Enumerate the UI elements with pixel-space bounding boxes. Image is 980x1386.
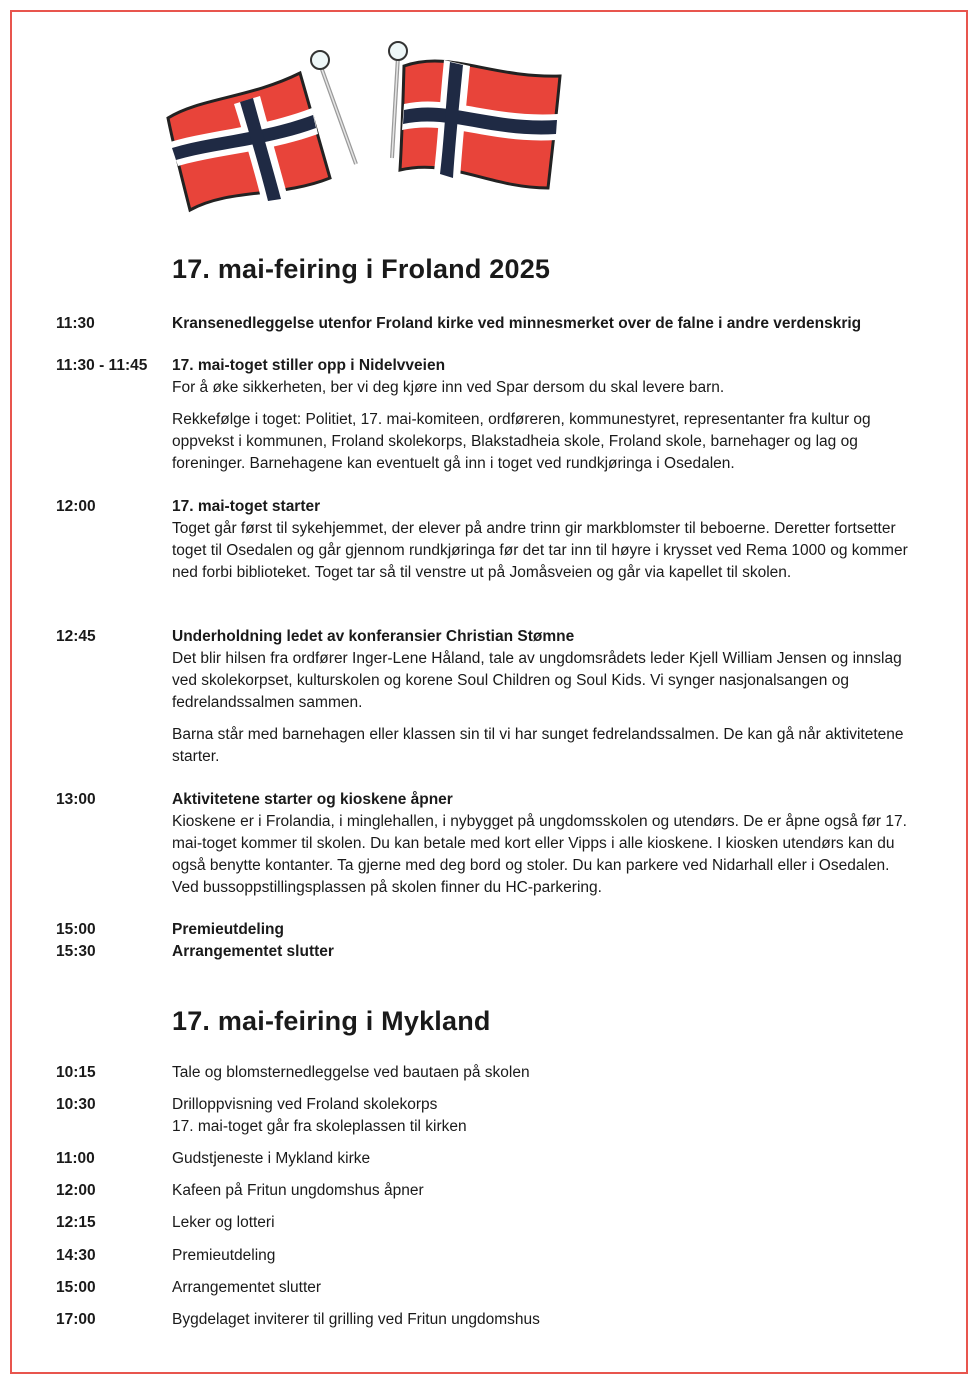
event-time: 12:00	[56, 498, 96, 515]
event-description: Barna står med barnehagen eller klassen sin til vi har sunget fedrelandssalmen. De kan gå når aktivitetene starter.	[172, 726, 904, 765]
event-title: Aktivitetene starter og kioskene åpner	[172, 791, 453, 808]
event-title: Kransenedleggelse utenfor Froland kirke ved minnesmerket over de falne i andre verdenskrig	[172, 315, 862, 332]
event-text: Kafeen på Fritun ungdomshus åpner	[172, 1182, 424, 1199]
event-text: Tale og blomsternedleggelse ved bautaen på skolen	[172, 1064, 530, 1081]
event-text: Gudstjeneste i Mykland kirke	[172, 1150, 371, 1167]
event-time: 12:00	[56, 1182, 96, 1199]
event-description: Kioskene er i Frolandia, i minglehallen, i nybygget på ungdomsskolen og utendørs. De er åpne også før 17. mai-toget kommer til skolen. Du kan betale med kort eller Vipps i alle kioskene. I kiosken utendørs kan du også benytte kontanter. Ta gjerne med deg bord og stoler. Du kan parkere ved Nidarhall eller i Osedalen. Ved bussoppstillingsplassen på skolen finner du HC-parkering.	[172, 813, 907, 896]
event-title: 17. mai-toget stiller opp i Nidelvveien	[172, 357, 446, 374]
event-time: 13:00	[56, 791, 96, 808]
event-text: Premieutdeling	[172, 1247, 276, 1264]
event-time: 11:30 - 11:45	[56, 357, 148, 374]
event-text: Arrangementet slutter	[172, 1279, 322, 1296]
event-description: Toget går først til sykehjemmet, der elever på andre trinn gir markblomster til beboerne. Deretter fortsetter toget til Osedalen og går gjennom rundkjøringa før det tar inn til høyre i krysset ved Rema 1000 og kommer ned forbi biblioteket. Toget tar så til venstre ut på Jomåsveien og går via kapellet til skolen.	[172, 520, 908, 581]
page-title: 17. mai-feiring i Froland 2025	[172, 254, 551, 284]
event-time: 11:30	[56, 315, 95, 332]
event-title: Premieutdeling	[172, 921, 284, 938]
event-time: 15:00	[56, 1279, 96, 1296]
event-title: Underholdning ledet av konferansier Christian Stømne	[172, 628, 575, 645]
event-description: Rekkefølge i toget: Politiet, 17. mai-komiteen, ordføreren, kommunestyret, representanter fra kultur og oppvekst i kommunen, Froland skolekorps, Blakstadheia skole, Froland skole, barnehager og lag og foreninger. Barnehagene kan eventuelt gå inn i toget ved rundkjøringa i Osedalen.	[172, 411, 871, 472]
event-time: 11:00	[56, 1150, 95, 1167]
event-title: 17. mai-toget starter	[172, 498, 321, 515]
event-description: Det blir hilsen fra ordfører Inger-Lene Håland, tale av ungdomsrådets leder Kjell William Jensen og innslag ved skolekorpset, kulturskolen og korene Soul Children og Soul Kids. Vi synger nasjonalsangen og fedrelandssalmen sammen.	[172, 650, 902, 711]
event-time: 14:30	[56, 1247, 96, 1264]
event-time: 15:00	[56, 921, 96, 938]
event-text: 17. mai-toget går fra skoleplassen til kirken	[172, 1118, 467, 1135]
event-time: 12:45	[56, 628, 96, 645]
event-text: Leker og lotteri	[172, 1214, 275, 1231]
section-heading: 17. mai-feiring i Mykland	[172, 1006, 491, 1036]
event-title: Arrangementet slutter	[172, 943, 334, 960]
event-time: 12:15	[56, 1214, 96, 1231]
event-text: Bygdelaget inviterer til grilling ved Fritun ungdomshus	[172, 1311, 540, 1328]
event-time: 15:30	[56, 943, 96, 960]
norwegian-flags-icon	[160, 38, 570, 218]
event-description: For å øke sikkerheten, ber vi deg kjøre inn ved Spar dersom du skal levere barn.	[172, 379, 725, 396]
event-time: 17:00	[56, 1311, 96, 1328]
event-time: 10:30	[56, 1096, 96, 1113]
event-time: 10:15	[56, 1064, 96, 1081]
event-text: Drilloppvisning ved Froland skolekorps	[172, 1096, 438, 1113]
